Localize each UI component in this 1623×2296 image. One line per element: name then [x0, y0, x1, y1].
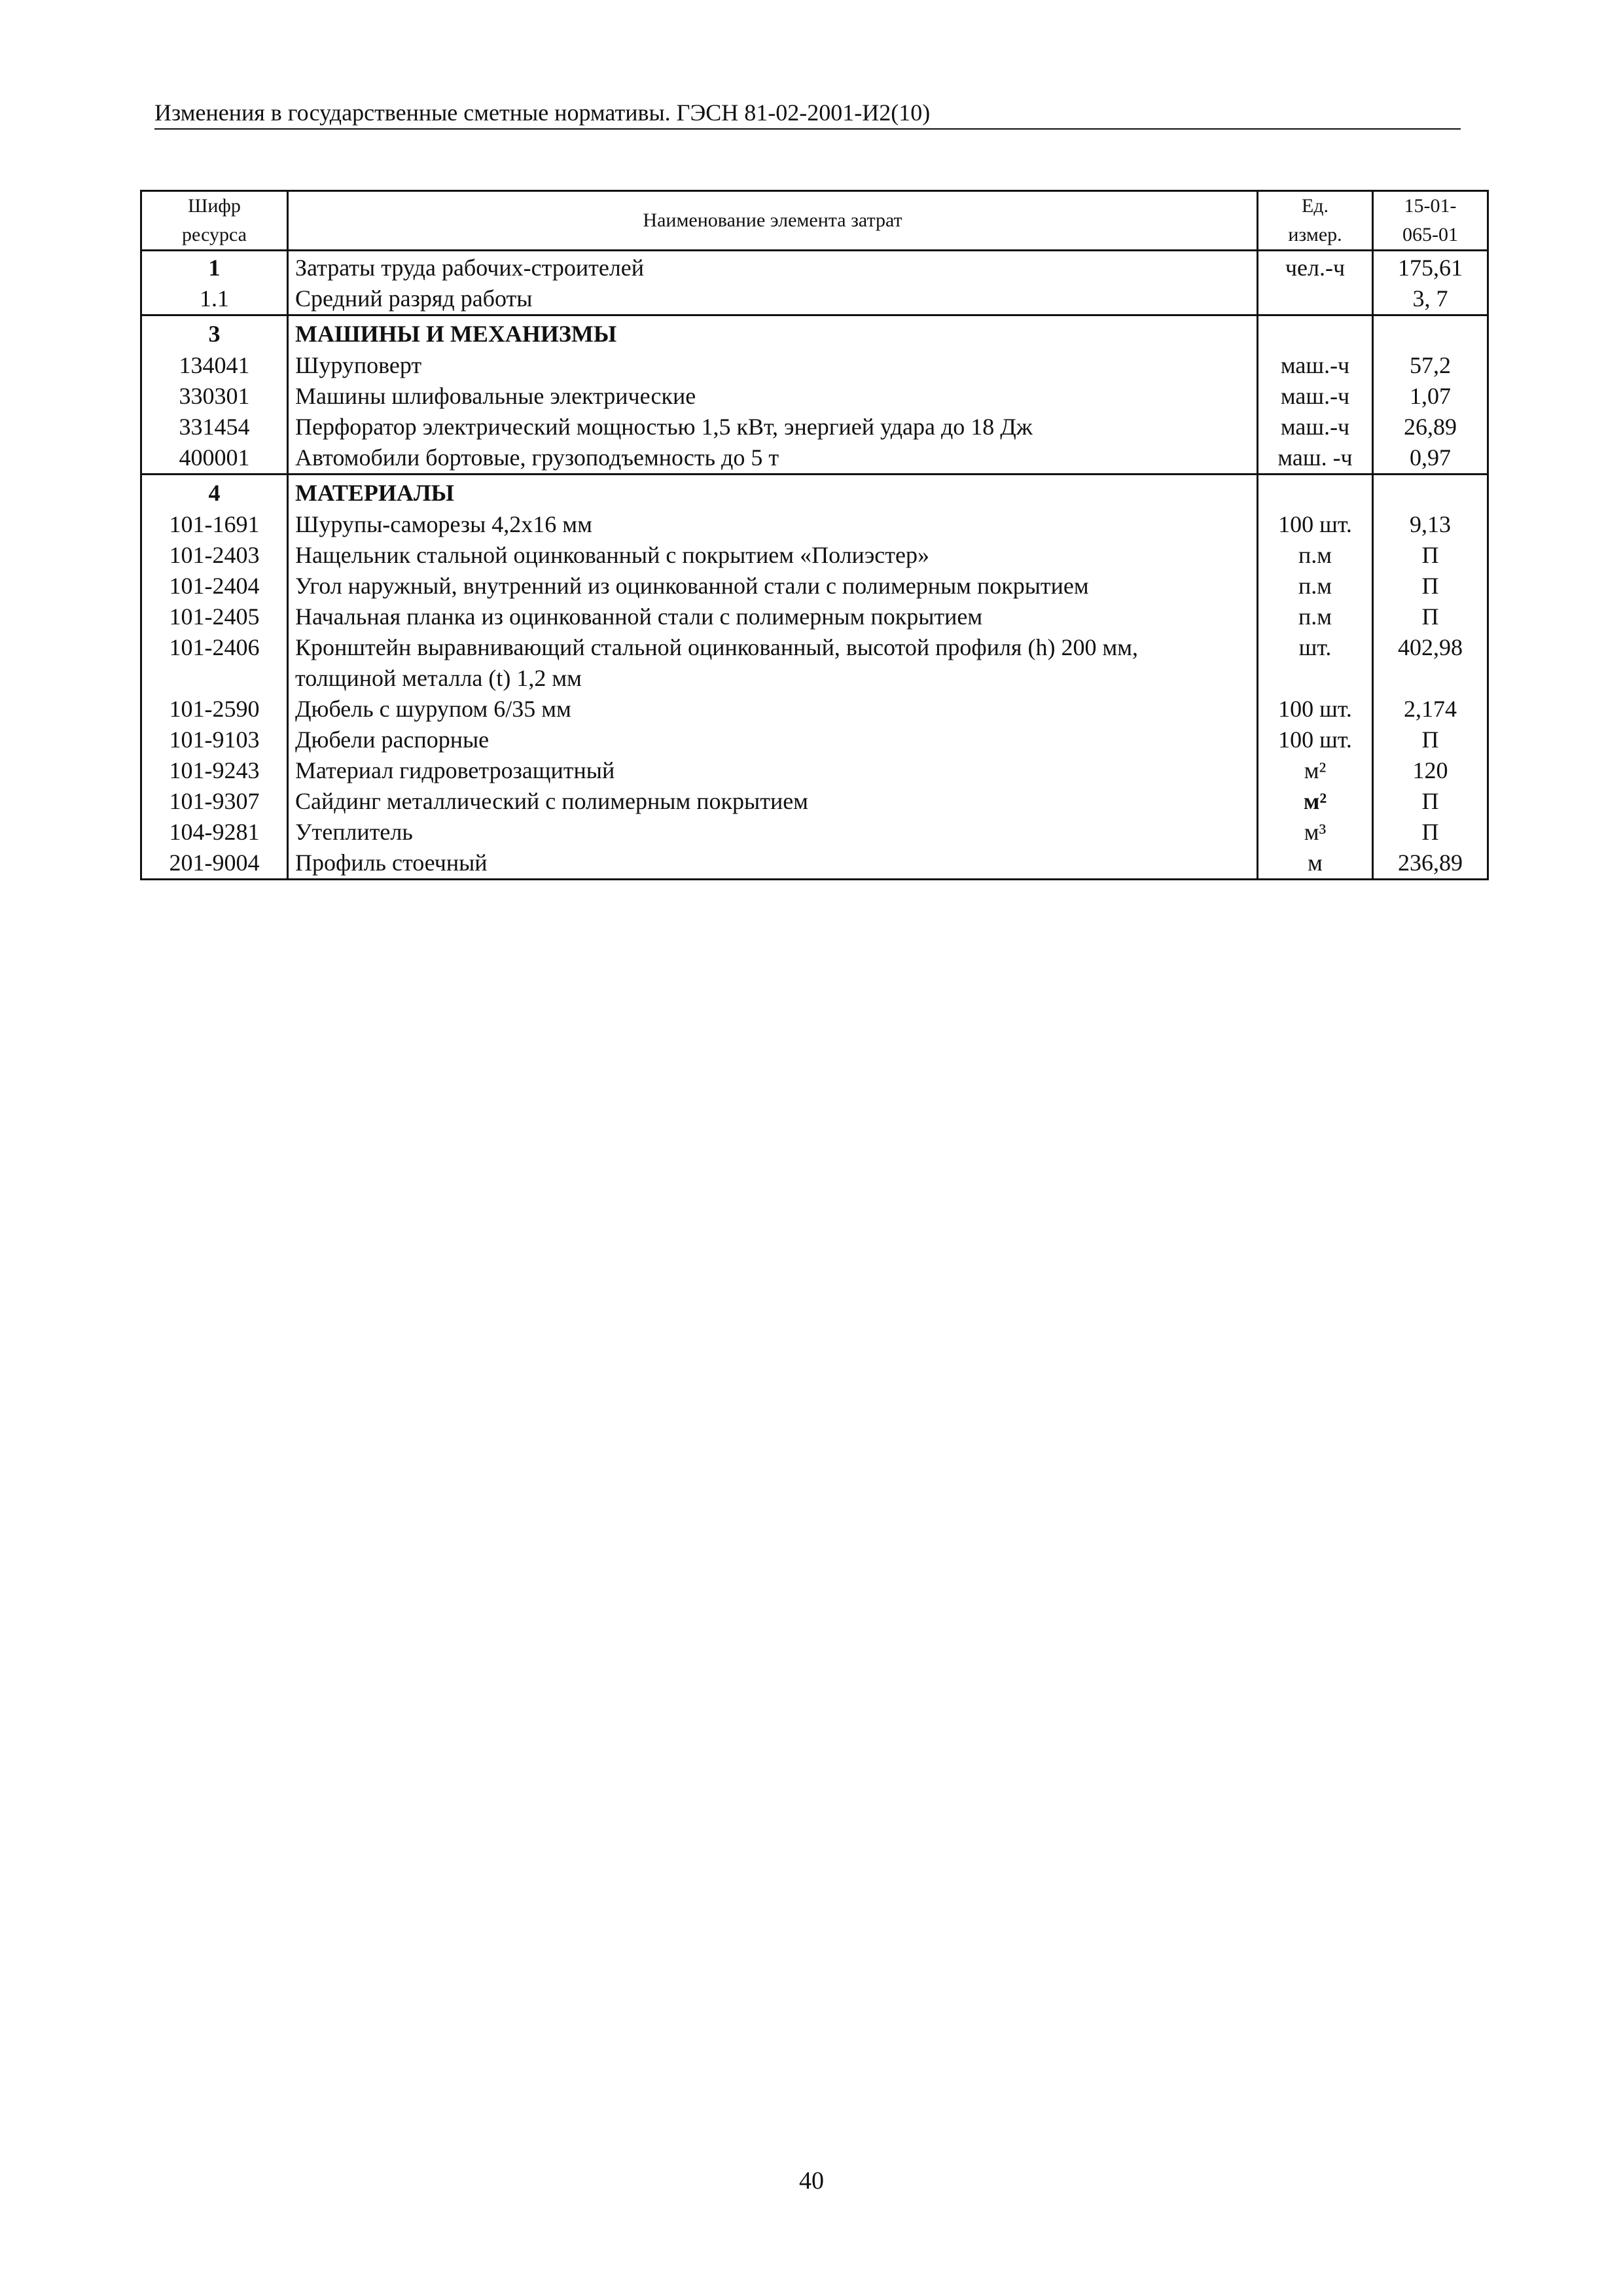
- resource-code-cell: 134041: [141, 350, 288, 381]
- resource-code-cell: 101-9243: [141, 755, 288, 786]
- table-row: [141, 663, 1488, 694]
- resource-name-cell: МАТЕРИАЛЫ: [288, 475, 1258, 510]
- unit-cell: маш. -ч: [1258, 442, 1373, 475]
- table-row: [141, 475, 1488, 510]
- norm-value-cell: П: [1373, 817, 1488, 848]
- resource-name-cell: Дюбель с шурупом 6/35 мм: [288, 694, 1258, 725]
- unit-cell: 100 шт.: [1258, 509, 1373, 540]
- resource-name-cell: Сайдинг металлический с полимерным покрытием: [288, 786, 1258, 817]
- table-row: [141, 632, 1488, 663]
- resource-code-cell: 3: [141, 315, 288, 351]
- resource-name-cell: толщиной металла (t) 1,2 мм: [288, 663, 1258, 694]
- norm-value-cell: 236,89: [1373, 848, 1488, 880]
- table-section: [141, 315, 1488, 475]
- resource-name-cell: Профиль стоечный: [288, 848, 1258, 880]
- table-section: [141, 251, 1488, 315]
- resource-name-cell: Материал гидроветрозащитный: [288, 755, 1258, 786]
- norm-value-cell: П: [1373, 725, 1488, 755]
- norm-value-cell: 9,13: [1373, 509, 1488, 540]
- unit-cell: 100 шт.: [1258, 694, 1373, 725]
- page-number: 40: [799, 2167, 824, 2195]
- table-row: [141, 848, 1488, 880]
- resource-name-cell: Дюбели распорные: [288, 725, 1258, 755]
- unit-cell: [1258, 475, 1373, 510]
- resource-code-cell: 104-9281: [141, 817, 288, 848]
- column-header-code: Шифр ресурса: [141, 191, 288, 251]
- resource-name-cell: Кронштейн выравнивающий стальной оцинкованный, высотой профиля (h) 200 мм,: [288, 632, 1258, 663]
- norm-value-cell: [1373, 315, 1488, 351]
- resource-code-cell: 101-2406: [141, 632, 288, 663]
- resource-name-cell: Начальная планка из оцинкованной стали с полимерным покрытием: [288, 601, 1258, 632]
- table-row: [141, 442, 1488, 475]
- table-row: [141, 412, 1488, 442]
- unit-cell: [1258, 315, 1373, 351]
- unit-cell: п.м: [1258, 601, 1373, 632]
- norm-value-cell: П: [1373, 601, 1488, 632]
- resource-code-cell: 101-9307: [141, 786, 288, 817]
- norm-value-cell: 2,174: [1373, 694, 1488, 725]
- norm-value-cell: 0,97: [1373, 442, 1488, 475]
- resource-name-cell: Затраты труда рабочих-строителей: [288, 251, 1258, 284]
- table-row: [141, 251, 1488, 284]
- table-row: [141, 315, 1488, 351]
- unit-cell: м²: [1258, 786, 1373, 817]
- resource-name-cell: Автомобили бортовые, грузоподъемность до 5 т: [288, 442, 1258, 475]
- unit-cell: 100 шт.: [1258, 725, 1373, 755]
- table-row: [141, 786, 1488, 817]
- norm-value-cell: [1373, 663, 1488, 694]
- resource-code-cell: 101-2405: [141, 601, 288, 632]
- resource-code-cell: 101-2404: [141, 571, 288, 601]
- norm-value-cell: П: [1373, 786, 1488, 817]
- norm-value-cell: 175,61: [1373, 251, 1488, 284]
- table-row: [141, 283, 1488, 315]
- table-row: [141, 571, 1488, 601]
- unit-cell: маш.-ч: [1258, 412, 1373, 442]
- table-row: [141, 381, 1488, 412]
- unit-cell: [1258, 283, 1373, 315]
- resource-name-cell: МАШИНЫ И МЕХАНИЗМЫ: [288, 315, 1258, 351]
- column-header-name: Наименование элемента затрат: [288, 191, 1258, 251]
- norm-value-cell: 57,2: [1373, 350, 1488, 381]
- norm-value-cell: 1,07: [1373, 381, 1488, 412]
- unit-cell: маш.-ч: [1258, 350, 1373, 381]
- resource-name-cell: Перфоратор электрический мощностью 1,5 кВт, энергией удара до 18 Дж: [288, 412, 1258, 442]
- resource-code-cell: 1.1: [141, 283, 288, 315]
- resource-code-cell: 101-9103: [141, 725, 288, 755]
- resource-code-cell: 4: [141, 475, 288, 510]
- unit-cell: маш.-ч: [1258, 381, 1373, 412]
- table-row: [141, 350, 1488, 381]
- resource-name-cell: Утеплитель: [288, 817, 1258, 848]
- table-row: [141, 601, 1488, 632]
- column-header-norm: 15-01- 065-01: [1373, 191, 1488, 251]
- table-row: [141, 540, 1488, 571]
- resource-code-cell: 201-9004: [141, 848, 288, 880]
- table-section: [141, 475, 1488, 880]
- resource-name-cell: Машины шлифовальные электрические: [288, 381, 1258, 412]
- norm-value-cell: П: [1373, 540, 1488, 571]
- table-row: [141, 509, 1488, 540]
- norm-value-cell: 3, 7: [1373, 283, 1488, 315]
- column-header-unit: Ед. измер.: [1258, 191, 1373, 251]
- norm-value-cell: П: [1373, 571, 1488, 601]
- unit-cell: [1258, 663, 1373, 694]
- resource-name-cell: Шурупы-саморезы 4,2x16 мм: [288, 509, 1258, 540]
- table-row: [141, 755, 1488, 786]
- unit-cell: п.м: [1258, 540, 1373, 571]
- resource-code-cell: 101-2590: [141, 694, 288, 725]
- resource-code-cell: 1: [141, 251, 288, 284]
- running-header: Изменения в государственные сметные нормативы. ГЭСН 81-02-2001-И2(10): [154, 98, 1461, 130]
- unit-cell: м: [1258, 848, 1373, 880]
- table-row: [141, 725, 1488, 755]
- unit-cell: шт.: [1258, 632, 1373, 663]
- resource-name-cell: Шуруповерт: [288, 350, 1258, 381]
- resource-code-cell: 101-1691: [141, 509, 288, 540]
- table-header: [141, 191, 1488, 251]
- norm-value-cell: 402,98: [1373, 632, 1488, 663]
- resource-code-cell: 330301: [141, 381, 288, 412]
- norm-value-cell: 26,89: [1373, 412, 1488, 442]
- unit-cell: чел.-ч: [1258, 251, 1373, 284]
- resource-code-cell: 400001: [141, 442, 288, 475]
- resource-code-cell: 101-2403: [141, 540, 288, 571]
- resource-code-cell: [141, 663, 288, 694]
- resource-name-cell: Угол наружный, внутренний из оцинкованной стали с полимерным покрытием: [288, 571, 1258, 601]
- table-row: [141, 694, 1488, 725]
- unit-cell: м²: [1258, 755, 1373, 786]
- unit-cell: м³: [1258, 817, 1373, 848]
- table-row: [141, 817, 1488, 848]
- resource-norm-table: [140, 190, 1489, 880]
- resource-code-cell: 331454: [141, 412, 288, 442]
- norm-value-cell: 120: [1373, 755, 1488, 786]
- unit-cell: п.м: [1258, 571, 1373, 601]
- norm-value-cell: [1373, 475, 1488, 510]
- resource-name-cell: Средний разряд работы: [288, 283, 1258, 315]
- resource-name-cell: Нащельник стальной оцинкованный с покрытием «Полиэстер»: [288, 540, 1258, 571]
